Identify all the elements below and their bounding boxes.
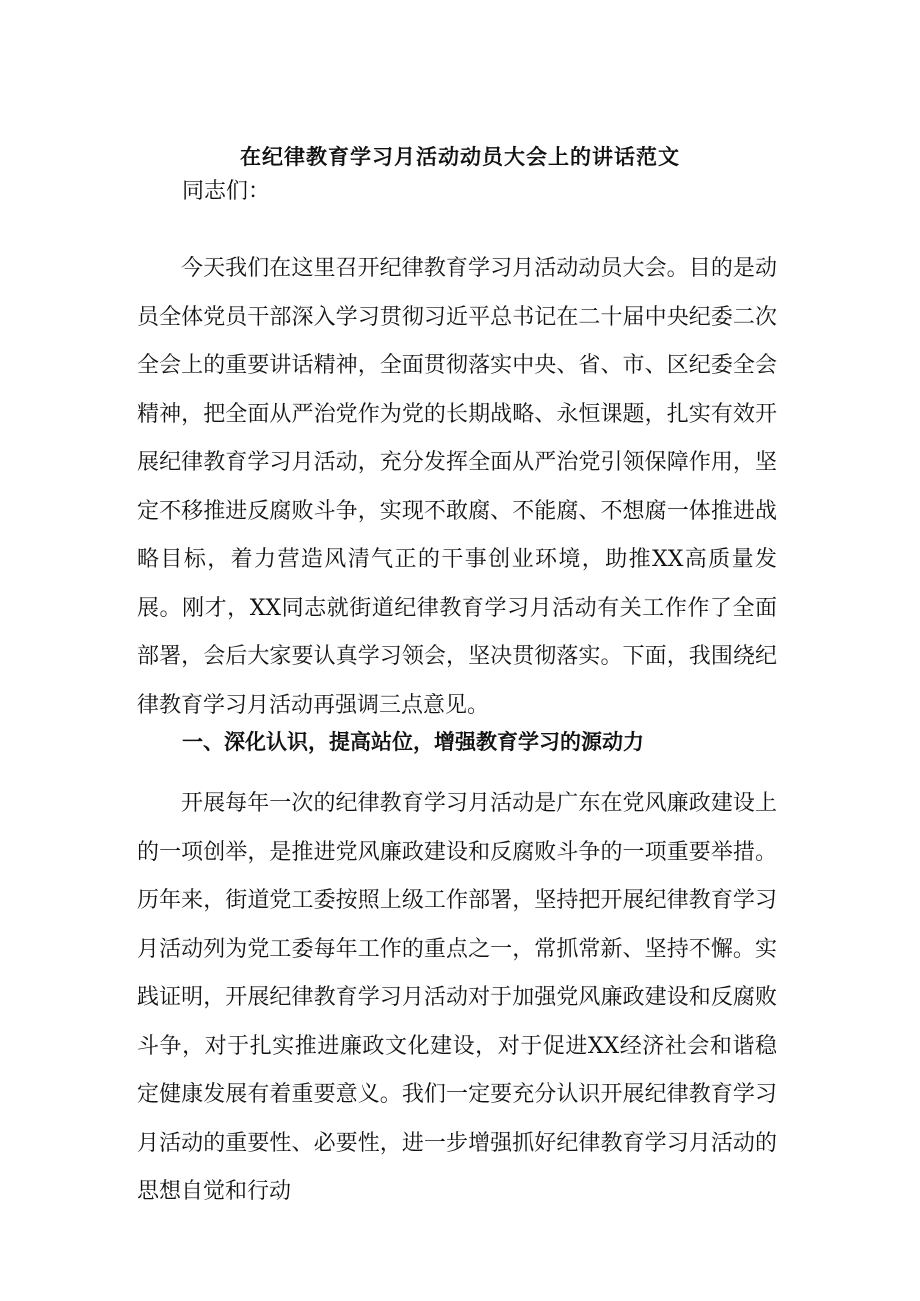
- document-title: 在纪律教育学习月活动动员大会上的讲话范文: [240, 144, 680, 169]
- greeting: 同志们：: [182, 179, 271, 204]
- paragraph-intro: 今天我们在这里召开纪律教育学习月活动动员大会。目的是动员全体党员干部深入学习贯彻习近平总书记在二十届中央纪委二次全会上的重要讲话精神，全面贯彻落实中央、省、市、区纪委全会精神，把全面从严治党作为党的长期战略、永恒课题，扎实有效开展纪律教育学习月活动，充分发挥全面从严治党引领保障作用，坚定不移推进反腐败斗争，实现不敢腐、不能腐、不想腐一体推进战略目标，着力营造风清气正的干事创业环境，助推XX高质量发展。刚才，XX同志就街道纪律教育学习月活动有关工作作了全面部署，会后大家要认真学习领会，坚决贯彻落实。下面，我围绕纪律教育学习月活动再强调三点意见。: [137, 256, 777, 718]
- section-heading-1: 一、深化认识，提高站位，增强教育学习的源动力: [182, 729, 644, 754]
- paragraph-section-1: 开展每年一次的纪律教育学习月活动是广东在党风廉政建设上的一项创举，是推进党风廉政建设和反腐败斗争的一项重要举措。历年来，街道党工委按照上级工作部署，坚持把开展纪律教育学习月活动列为党工委每年工作的重点之一，常抓常新、坚持不懈。实践证明，开展纪律教育学习月活动对于加强党风廉政建设和反腐败斗争，对于扎实推进廉政文化建设，对于促进XX经济社会和谐稳定健康发展有着重要意义。我们一定要充分认识开展纪律教育学习月活动的重要性、必要性，进一步增强抓好纪律教育学习月活动的思想自觉和行动: [137, 791, 777, 1204]
